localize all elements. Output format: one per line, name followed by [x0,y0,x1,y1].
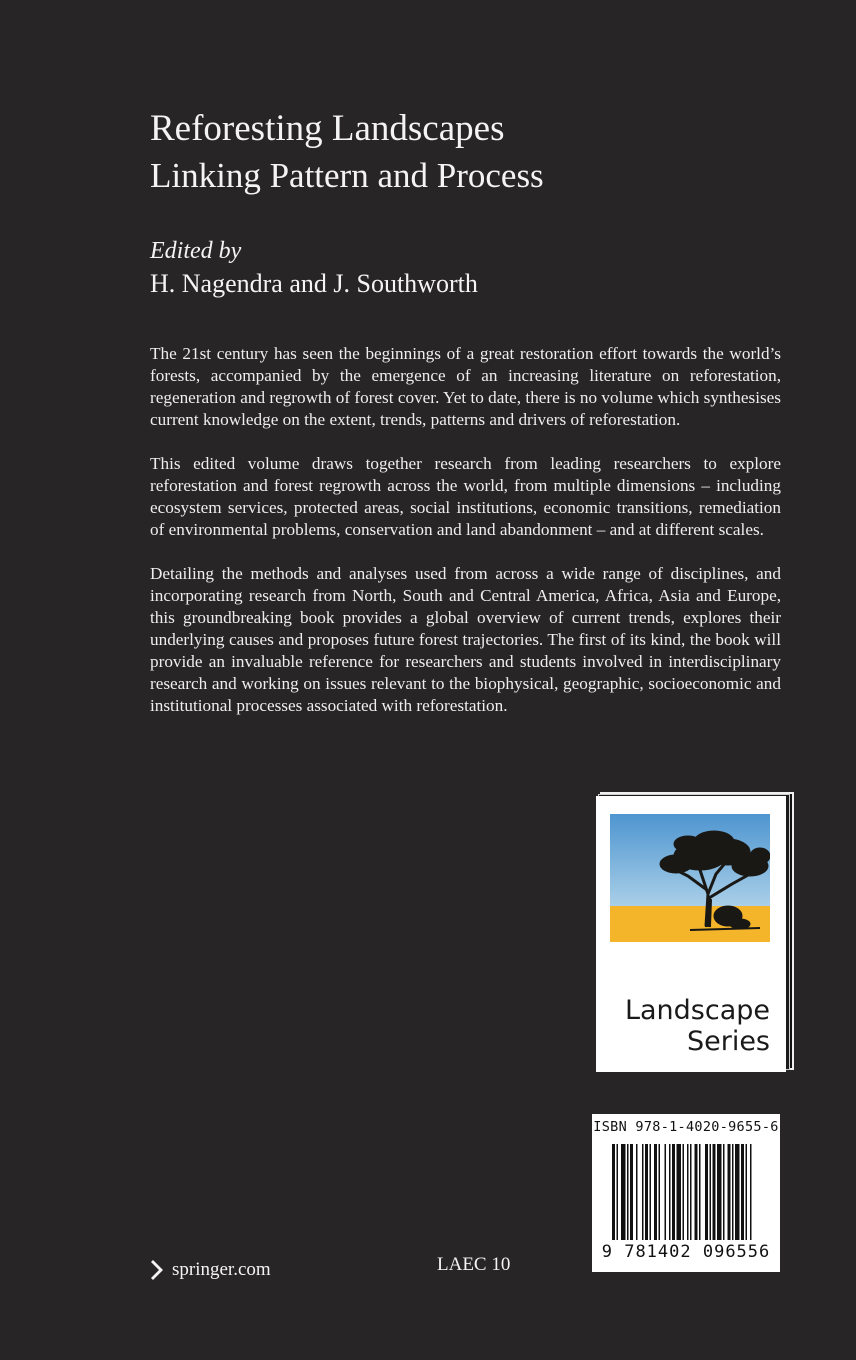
barcode-bar [621,1144,626,1240]
barcode-bar [654,1144,657,1240]
series-book-front [596,796,786,1072]
barcode-bar [750,1144,752,1240]
barcode-digits: 9 781402 096556 [601,1242,771,1262]
barcode-bar [723,1144,725,1240]
barcode-bar [699,1144,701,1240]
barcode-bar [627,1144,629,1240]
barcode-bar [636,1144,638,1240]
edited-by-label: Edited by [150,238,242,264]
isbn-label: ISBN 978-1-4020-9655-6 [593,1119,779,1135]
isbn-barcode [592,1114,780,1272]
barcode-bar [735,1144,740,1240]
barcode-bar [741,1144,744,1240]
barcode-bar [732,1144,734,1240]
barcode-bar [728,1144,731,1240]
barcode-bar [690,1144,692,1240]
barcode-bar [695,1144,698,1240]
publisher-link[interactable] [150,1258,271,1282]
landscape-series-logo [596,796,786,1072]
series-code: LAEC 10 [437,1254,511,1275]
barcode-bar [642,1144,644,1240]
description-paragraph: This edited volume draws together research from leading researchers to explore reforestation and forest regrowth across the world, from multiple dimensions – including ecosystem services, protected areas, social institutions, economic transitions, remediation of environmental problems, conservation and land abandonment – and at different scales. [150,454,781,539]
description-paragraph: The 21st century has seen the beginnings of a great restoration effort towards the world’s forests, accompanied by the emergence of an increasing literature on reforestation, regeneration and regrowth of forest cover. Yet to date, there is no volume which synthesises current knowledge on the extent, trends, patterns and drivers of reforestation. [150,344,781,429]
series-name-line1: Landscape [624,995,770,1026]
barcode-bar [683,1144,685,1240]
barcode-bar [612,1144,615,1240]
barcode-bar [650,1144,652,1240]
barcode-bar [746,1144,748,1240]
barcode-bar [705,1144,708,1240]
barcode-bar [713,1144,716,1240]
barcode-bar [665,1144,667,1240]
barcode-bar [677,1144,682,1240]
barcode-bar [617,1144,619,1240]
book-title: Reforesting Landscapes [150,108,505,149]
description-paragraph: Detailing the methods and analyses used from across a wide range of disciplines, and incorporating research from North, South and Central America, Africa, Asia and Europe, this groundbreaking book provides a global overview of current trends, explores their underlying causes and proposes future forest trajectories. The first of its kind, the book will provide an invaluable reference for researchers and students involved in interdisciplinary research and working on issues relevant to the biophysical, geographic, socioeconomic and institutional processes associated with reforestation. [150,564,781,715]
book-description [150,343,781,739]
barcode-bar [672,1144,675,1240]
editors-names: H. Nagendra and J. Southworth [150,269,478,298]
barcode-bar [669,1144,671,1240]
series-name-line2: Series [686,1026,770,1057]
barcode-bar [687,1144,689,1240]
barcode-bar [659,1144,661,1240]
barcode-bar [630,1144,633,1240]
book-subtitle: Linking Pattern and Process [150,156,544,195]
tree-landscape-image [610,814,770,942]
barcode-bar [717,1144,722,1240]
barcode-bar [645,1144,648,1240]
barcode-bar [710,1144,712,1240]
publisher-url[interactable]: springer.com [172,1259,271,1280]
chevron-right-icon [150,1258,166,1282]
